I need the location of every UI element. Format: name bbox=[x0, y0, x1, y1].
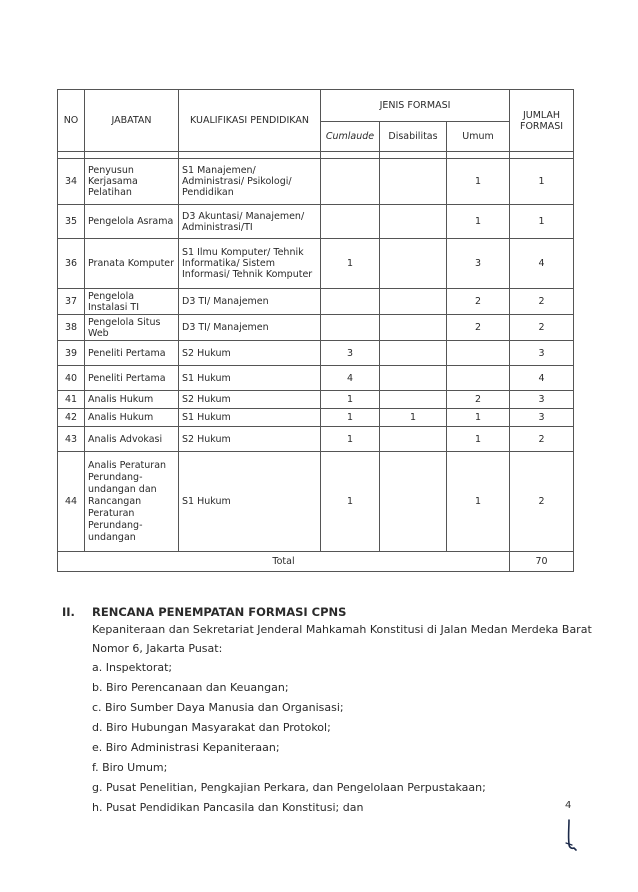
table-row bbox=[58, 205, 574, 239]
section-penempatan bbox=[62, 605, 602, 818]
cell-no: 42 bbox=[58, 409, 85, 427]
cell-disabilitas bbox=[380, 427, 447, 452]
header-jenis-formasi: JENIS FORMASI bbox=[321, 90, 510, 122]
cell-kualifikasi: D3 Akuntasi/ Manajemen/ Administrasi/TI bbox=[179, 205, 321, 239]
list-item: f. Biro Umum; bbox=[92, 761, 168, 774]
cell-kualifikasi: S2 Hukum bbox=[179, 427, 321, 452]
cell-disabilitas bbox=[380, 239, 447, 289]
cell-no: 38 bbox=[58, 315, 85, 341]
section-number: II. bbox=[62, 605, 75, 619]
cell-kualifikasi: D3 TI/ Manajemen bbox=[179, 289, 321, 315]
cell-jumlah: 1 bbox=[510, 205, 574, 239]
formasi-table bbox=[57, 89, 574, 572]
section-intro: Kepaniteraan dan Sekretariat Jenderal Mahkamah Konstitusi di Jalan Medan Merdeka Barat Nomor 6, Jakarta Pusat: bbox=[92, 623, 592, 655]
cell-kualifikasi: D3 TI/ Manajemen bbox=[179, 315, 321, 341]
table-row bbox=[58, 315, 574, 341]
cell-disabilitas bbox=[380, 391, 447, 409]
table-row bbox=[58, 239, 574, 289]
cell-jabatan: Analis Hukum bbox=[85, 409, 179, 427]
cell-disabilitas bbox=[380, 366, 447, 391]
cell-cumlaude: 1 bbox=[321, 409, 380, 427]
list-item: g. Pusat Penelitian, Pengkajian Perkara, dan Pengelolaan Perpustakaan; bbox=[92, 781, 486, 794]
cell-disabilitas: 1 bbox=[380, 409, 447, 427]
paraf-signature bbox=[560, 818, 580, 852]
header-jabatan: JABATAN bbox=[85, 90, 179, 152]
cell-cumlaude: 1 bbox=[321, 391, 380, 409]
table-row bbox=[58, 391, 574, 409]
cell-no: 44 bbox=[58, 452, 85, 552]
header-jumlah-formasi: JUMLAH FORMASI bbox=[510, 90, 574, 152]
header-cumlaude: Cumlaude bbox=[321, 122, 380, 152]
table-row bbox=[58, 341, 574, 366]
cell-kualifikasi: S1 Hukum bbox=[179, 409, 321, 427]
cell-umum bbox=[447, 366, 510, 391]
cell-no: 34 bbox=[58, 159, 85, 205]
section-title: RENCANA PENEMPATAN FORMASI CPNS bbox=[92, 605, 347, 619]
cell-cumlaude: 1 bbox=[321, 239, 380, 289]
cell-umum: 2 bbox=[447, 391, 510, 409]
cell-jabatan: Penyusun Kerjasama Pelatihan bbox=[85, 159, 179, 205]
list-item: e. Biro Administrasi Kepaniteraan; bbox=[92, 741, 280, 754]
table-row bbox=[58, 409, 574, 427]
cell-umum: 1 bbox=[447, 159, 510, 205]
cell-jumlah: 4 bbox=[510, 239, 574, 289]
cell-jabatan: Peneliti Pertama bbox=[85, 366, 179, 391]
total-row bbox=[58, 552, 574, 572]
list-item: h. Pusat Pendidikan Pancasila dan Konstitusi; dan bbox=[92, 801, 364, 814]
cell-disabilitas bbox=[380, 205, 447, 239]
section-heading bbox=[62, 605, 602, 619]
cell-no: 37 bbox=[58, 289, 85, 315]
cell-cumlaude bbox=[321, 159, 380, 205]
page-number: 4 bbox=[565, 800, 572, 811]
cell-umum: 1 bbox=[447, 205, 510, 239]
cell-cumlaude: 1 bbox=[321, 452, 380, 552]
cell-disabilitas bbox=[380, 452, 447, 552]
table-row bbox=[58, 366, 574, 391]
cell-jabatan: Analis Advokasi bbox=[85, 427, 179, 452]
cell-jabatan: Pranata Komputer bbox=[85, 239, 179, 289]
list-item: a. Inspektorat; bbox=[92, 661, 173, 674]
cell-jumlah: 3 bbox=[510, 341, 574, 366]
cell-kualifikasi: S1 Manajemen/ Administrasi/ Psikologi/ Pendidikan bbox=[179, 159, 321, 205]
cell-umum: 2 bbox=[447, 315, 510, 341]
cell-no: 40 bbox=[58, 366, 85, 391]
cell-jumlah: 2 bbox=[510, 315, 574, 341]
cell-cumlaude: 3 bbox=[321, 341, 380, 366]
cell-cumlaude bbox=[321, 289, 380, 315]
table-row bbox=[58, 159, 574, 205]
cell-jabatan: Peneliti Pertama bbox=[85, 341, 179, 366]
header-disabilitas: Disabilitas bbox=[380, 122, 447, 152]
cell-no: 41 bbox=[58, 391, 85, 409]
cell-jumlah: 2 bbox=[510, 289, 574, 315]
header-no: NO bbox=[58, 90, 85, 152]
list-item: c. Biro Sumber Daya Manusia dan Organisasi; bbox=[92, 701, 344, 714]
cell-umum: 3 bbox=[447, 239, 510, 289]
table-row bbox=[58, 427, 574, 452]
cell-kualifikasi: S2 Hukum bbox=[179, 391, 321, 409]
cell-jabatan: Pengelola Instalasi TI bbox=[85, 289, 179, 315]
cell-no: 39 bbox=[58, 341, 85, 366]
cell-cumlaude: 4 bbox=[321, 366, 380, 391]
cell-jabatan: Analis Hukum bbox=[85, 391, 179, 409]
cell-kualifikasi: S2 Hukum bbox=[179, 341, 321, 366]
table-row bbox=[58, 452, 574, 552]
cell-no: 43 bbox=[58, 427, 85, 452]
total-label: Total bbox=[58, 552, 510, 572]
cell-umum: 1 bbox=[447, 409, 510, 427]
cell-jumlah: 2 bbox=[510, 452, 574, 552]
cell-cumlaude: 1 bbox=[321, 427, 380, 452]
cell-kualifikasi: S1 Hukum bbox=[179, 452, 321, 552]
cell-cumlaude bbox=[321, 315, 380, 341]
list-item: b. Biro Perencanaan dan Keuangan; bbox=[92, 681, 289, 694]
cell-kualifikasi: S1 Ilmu Komputer/ Tehnik Informatika/ Sistem Informasi/ Tehnik Komputer bbox=[179, 239, 321, 289]
cell-jabatan: Analis Peraturan Perundang-undangan dan Rancangan Peraturan Perundang-undangan bbox=[85, 452, 179, 552]
list-item: d. Biro Hubungan Masyarakat dan Protokol; bbox=[92, 721, 331, 734]
cell-umum: 2 bbox=[447, 289, 510, 315]
cell-cumlaude bbox=[321, 205, 380, 239]
total-value: 70 bbox=[510, 552, 574, 572]
cell-disabilitas bbox=[380, 159, 447, 205]
table-row bbox=[58, 289, 574, 315]
cell-disabilitas bbox=[380, 315, 447, 341]
cell-umum bbox=[447, 341, 510, 366]
cell-jumlah: 2 bbox=[510, 427, 574, 452]
unit-list bbox=[92, 658, 602, 818]
cell-umum: 1 bbox=[447, 427, 510, 452]
cell-disabilitas bbox=[380, 289, 447, 315]
cell-jabatan: Pengelola Situs Web bbox=[85, 315, 179, 341]
cell-disabilitas bbox=[380, 341, 447, 366]
cell-jumlah: 4 bbox=[510, 366, 574, 391]
cell-jumlah: 1 bbox=[510, 159, 574, 205]
cell-no: 35 bbox=[58, 205, 85, 239]
header-umum: Umum bbox=[447, 122, 510, 152]
cell-jumlah: 3 bbox=[510, 391, 574, 409]
table-spacer bbox=[58, 152, 574, 159]
cell-no: 36 bbox=[58, 239, 85, 289]
cell-jabatan: Pengelola Asrama bbox=[85, 205, 179, 239]
section-body bbox=[92, 620, 602, 818]
cell-jumlah: 3 bbox=[510, 409, 574, 427]
cell-kualifikasi: S1 Hukum bbox=[179, 366, 321, 391]
cell-umum: 1 bbox=[447, 452, 510, 552]
header-kualifikasi: KUALIFIKASI PENDIDIKAN bbox=[179, 90, 321, 152]
